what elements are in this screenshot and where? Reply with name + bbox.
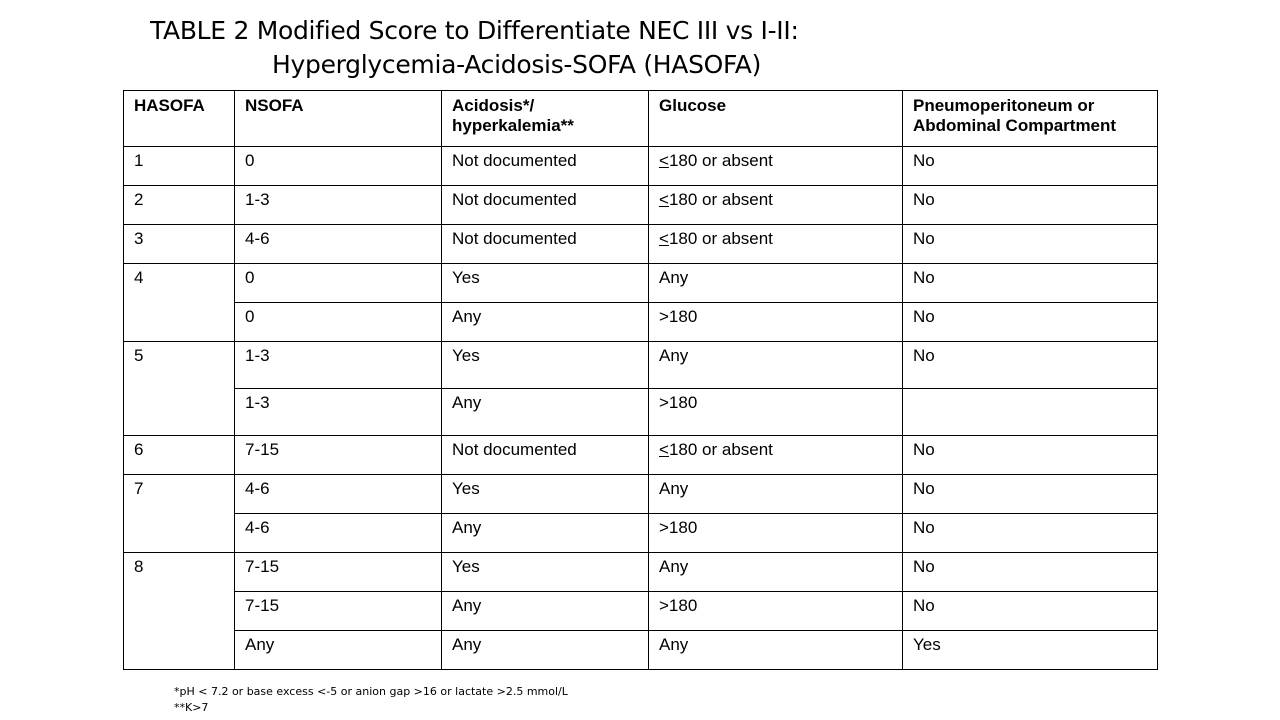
table-row [124, 147, 1158, 186]
title-line-2: Hyperglycemia-Acidosis-SOFA (HASOFA) [272, 50, 762, 79]
nsofa-cell: 4-6 [235, 514, 442, 553]
nsofa-cell: 0 [235, 264, 442, 303]
nsofa-cell: 0 [235, 303, 442, 342]
acidosis-cell: Yes [442, 342, 649, 389]
glucose-cell: >180 [649, 592, 903, 631]
table-row [124, 342, 1158, 389]
pneumoperitoneum-cell: No [903, 147, 1158, 186]
table-row [124, 592, 1158, 631]
acidosis-cell: Yes [442, 475, 649, 514]
table-row [124, 225, 1158, 264]
glucose-cell [649, 225, 903, 264]
glucose-cell [649, 186, 903, 225]
acidosis-cell: Not documented [442, 186, 649, 225]
footnote-acidosis: *pH < 7.2 or base excess <-5 or anion gap >16 or lactate >2.5 mmol/L [174, 685, 568, 698]
header-hasofa: HASOFA [124, 91, 235, 147]
header-glucose: Glucose [649, 91, 903, 147]
glucose-cell: Any [649, 631, 903, 670]
hasofa-score-cell: 5 [124, 342, 235, 436]
acidosis-cell: Not documented [442, 436, 649, 475]
pneumoperitoneum-cell: No [903, 342, 1158, 389]
table-row [124, 631, 1158, 670]
glucose-value: 180 or absent [668, 440, 773, 459]
glucose-cell: Any [649, 475, 903, 514]
header-row [124, 91, 1158, 147]
table-row [124, 514, 1158, 553]
pneumoperitoneum-cell [903, 389, 1158, 436]
table-body [124, 147, 1158, 670]
glucose-cell [649, 436, 903, 475]
glucose-cell: >180 [649, 303, 903, 342]
less-equal-symbol: < [659, 229, 669, 248]
pneumoperitoneum-cell: Yes [903, 631, 1158, 670]
glucose-cell: Any [649, 553, 903, 592]
acidosis-cell: Not documented [442, 225, 649, 264]
hasofa-score-cell: 1 [124, 147, 235, 186]
acidosis-cell: Any [442, 592, 649, 631]
nsofa-cell: 7-15 [235, 553, 442, 592]
header-pneumoperitoneum: Pneumoperitoneum or Abdominal Compartment [903, 91, 1158, 147]
glucose-cell: >180 [649, 389, 903, 436]
less-equal-symbol: < [659, 151, 669, 170]
table-row [124, 553, 1158, 592]
nsofa-cell: Any [235, 631, 442, 670]
pneumoperitoneum-cell: No [903, 475, 1158, 514]
glucose-cell: Any [649, 342, 903, 389]
header-nsofa: NSOFA [235, 91, 442, 147]
hasofa-table [123, 90, 1158, 670]
pneumoperitoneum-cell: No [903, 436, 1158, 475]
pneumoperitoneum-cell: No [903, 225, 1158, 264]
hasofa-score-cell: 2 [124, 186, 235, 225]
pneumoperitoneum-cell: No [903, 592, 1158, 631]
title-line-1: TABLE 2 Modified Score to Differentiate NEC III vs I-II: [150, 16, 799, 45]
nsofa-cell: 1-3 [235, 186, 442, 225]
acidosis-cell: Any [442, 631, 649, 670]
glucose-value: 180 or absent [668, 151, 773, 170]
pneumoperitoneum-cell: No [903, 264, 1158, 303]
hasofa-score-cell: 7 [124, 475, 235, 553]
table-row [124, 186, 1158, 225]
less-equal-symbol: < [659, 190, 669, 209]
nsofa-cell: 0 [235, 147, 442, 186]
acidosis-cell: Any [442, 514, 649, 553]
table-row [124, 475, 1158, 514]
nsofa-cell: 7-15 [235, 436, 442, 475]
footnote-hyperkalemia: **K>7 [174, 701, 209, 714]
hasofa-score-cell: 4 [124, 264, 235, 342]
pneumoperitoneum-cell: No [903, 514, 1158, 553]
glucose-cell: Any [649, 264, 903, 303]
header-acidosis: Acidosis*/ hyperkalemia** [442, 91, 649, 147]
glucose-value: 180 or absent [668, 190, 773, 209]
pneumoperitoneum-cell: No [903, 553, 1158, 592]
acidosis-cell: Yes [442, 264, 649, 303]
nsofa-cell: 1-3 [235, 342, 442, 389]
nsofa-cell: 4-6 [235, 475, 442, 514]
hasofa-score-cell: 3 [124, 225, 235, 264]
glucose-value: 180 or absent [668, 229, 773, 248]
nsofa-cell: 4-6 [235, 225, 442, 264]
table-row [124, 264, 1158, 303]
table-row [124, 389, 1158, 436]
acidosis-cell: Not documented [442, 147, 649, 186]
pneumoperitoneum-cell: No [903, 303, 1158, 342]
acidosis-cell: Any [442, 303, 649, 342]
table-row [124, 436, 1158, 475]
hasofa-score-cell: 8 [124, 553, 235, 670]
pneumoperitoneum-cell: No [903, 186, 1158, 225]
nsofa-cell: 7-15 [235, 592, 442, 631]
acidosis-cell: Any [442, 389, 649, 436]
less-equal-symbol: < [659, 440, 669, 459]
glucose-cell [649, 147, 903, 186]
table-row [124, 303, 1158, 342]
glucose-cell: >180 [649, 514, 903, 553]
footnotes [174, 684, 568, 716]
acidosis-cell: Yes [442, 553, 649, 592]
nsofa-cell: 1-3 [235, 389, 442, 436]
hasofa-score-cell: 6 [124, 436, 235, 475]
slide-title [150, 14, 799, 82]
